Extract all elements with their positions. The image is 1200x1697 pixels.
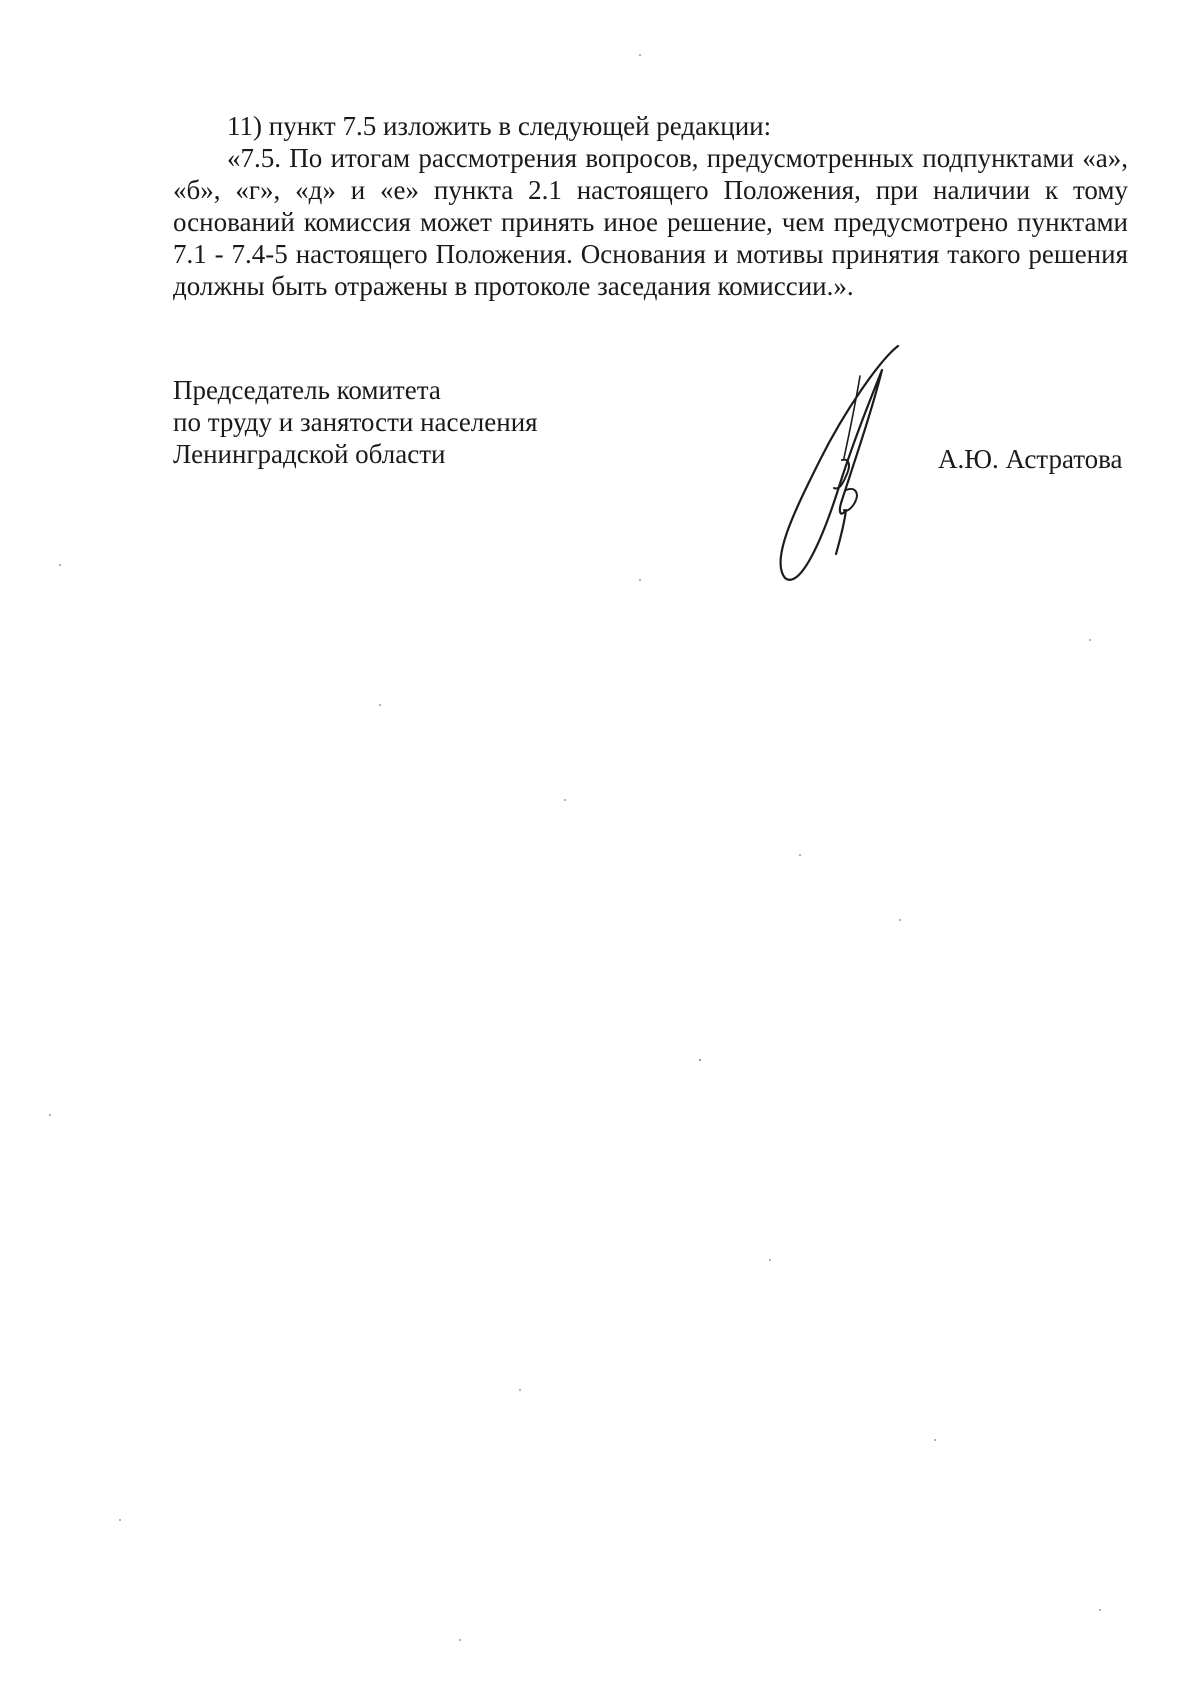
document-body xyxy=(173,110,1128,302)
amendment-item-heading: 11) пункт 7.5 изложить в следующей редакции: xyxy=(227,111,772,141)
signatory-line-2: по труду и занятости населения xyxy=(173,407,538,437)
signatory-line-1: Председатель комитета xyxy=(173,375,441,405)
signatory-line-3: Ленинградской области xyxy=(173,439,446,469)
signer-name: А.Ю. Астратова xyxy=(938,444,1123,474)
handwritten-signature xyxy=(760,340,920,590)
amendment-item-text: «7.5. По итогам рассмотрения вопросов, предусмотренных подпунктами «а», «б», «г», «д» и «е» пункта 2.1 настоящего Положения, при наличии к тому оснований комиссия может принять иное решение, чем предусмотрено пунктами 7.1 - 7.4-5 настоящего Положения. Основания и мотивы принятия такого решения должны быть отражены в протоколе заседания комиссии.». xyxy=(173,143,1128,301)
signatory-position xyxy=(173,374,538,470)
